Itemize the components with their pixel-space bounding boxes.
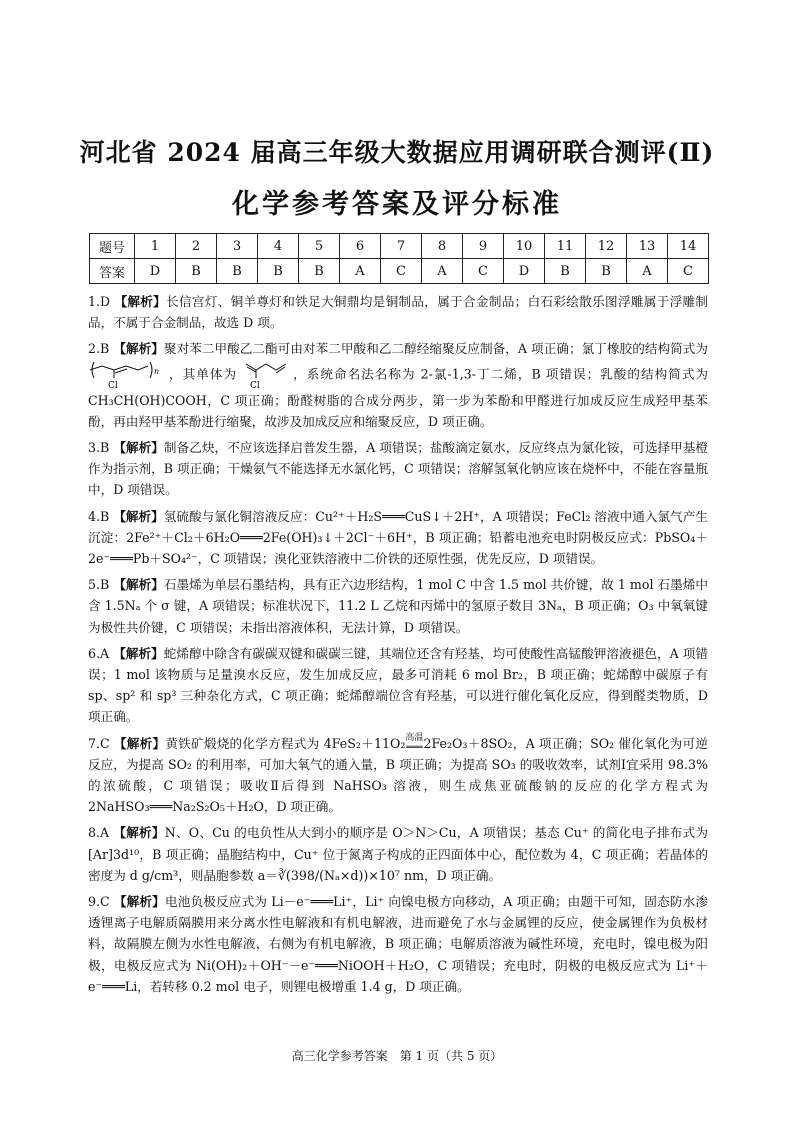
question-number: 14 (668, 234, 709, 259)
analysis-tag: 【解析】 (113, 825, 165, 841)
solution-item (88, 437, 708, 501)
analysis-tag: 【解析】 (114, 294, 167, 309)
solution-item (88, 291, 708, 333)
question-number: 2 (176, 234, 217, 259)
question-number: 8 (422, 234, 463, 259)
answer-cell: A (340, 259, 381, 284)
question-number: 5 (299, 234, 340, 259)
solution-item (88, 338, 708, 432)
solution-text: 长信宫灯、铜羊尊灯和铁足大铜鼎均是铜制品，属于合金制品；白石彩绘散乐图浮雕属于浮雕制品，不属于合金制品，故选 D 项。 (88, 294, 708, 331)
solution-text: 电池负极反应式为 Li－e⁻═══Li⁺，Li⁺ 向镍电极方向移动，A 项正确；由题干可知，固态防水渗透锂离子电解质隔膜用来分离水性电解液和有机电解液，进而避免了水与金属锂的反应，使金属锂作为负极材料，故隔膜左侧为水性电解液，右侧为有机电解液，B 项正确；电解质溶液为碱性环境，充电时，镍电极为阳极，电极反应式为 Ni(OH)₂＋OH⁻－e⁻═══NiOOH＋H₂O，C 项错误；充电时，阴极的电极反应式为 Li⁺＋e⁻═══Li，若转移 0.2 mol 电子，则锂电极增重 1.4 g，D 项正确。 (88, 894, 708, 994)
solution-number: 1.D (88, 294, 111, 309)
solution-number: 3.B (88, 440, 110, 456)
analysis-tag: 【解析】 (113, 577, 164, 593)
analysis-tag: 【解析】 (113, 735, 166, 751)
answer-table-answer-row (90, 259, 709, 284)
question-number: 7 (381, 234, 422, 259)
analysis-tag: 【解析】 (113, 645, 164, 661)
solution-text: ，其单体为 (169, 366, 238, 382)
chlorine-label: Cl (250, 380, 260, 390)
question-number: 1 (135, 234, 176, 259)
solution-number: 5.B (88, 577, 110, 593)
answer-cell: B (258, 259, 299, 284)
answer-cell: A (627, 259, 668, 284)
answer-cell: C (668, 259, 709, 284)
solution-item (88, 822, 708, 886)
question-number: 11 (545, 234, 586, 259)
solution-item (88, 506, 708, 570)
chlorine-label: Cl (108, 380, 118, 390)
answer-cell: A (422, 259, 463, 284)
solution-number: 7.C (88, 735, 110, 751)
solution-text: 聚对苯二甲酸乙二酯可由对苯二甲酸和乙二醇经缩聚反应制备，A 项正确；氯丁橡胶的结构简式为 (163, 341, 708, 357)
answer-cell: D (504, 259, 545, 284)
solution-text: 黄铁矿煅烧的化学方程式为 4FeS₂＋11O₂ (165, 735, 406, 751)
answer-cell: B (545, 259, 586, 284)
solution-text: N、O、Cu 的电负性从大到小的顺序是 O＞N＞Cu，A 项错误；基态 Cu⁺ 的简化电子排布式为 [Ar]3d¹⁰，B 项正确；晶胞结构中，Cu⁺ 位于氮离子构成的正四面体中心，配位数为 4，C 项正确；若晶体的密度为 d g/cm³，则晶胞参数 a＝ (88, 825, 709, 883)
question-number: 9 (463, 234, 504, 259)
answer-cell: B (176, 259, 217, 284)
solution-text: 制备乙炔，不应该选择启普发生器，A 项错误；盐酸滴定氨水，反应终点为氯化铵，可选择甲基橙作为指示剂，B 项正确；干燥氨气不能选择无水氯化钙，C 项错误；溶解氢氧化钠应该在烧杯中，不能在容量瓶中，D 项错误。 (88, 440, 708, 498)
analysis-tag: 【解析】 (113, 341, 164, 357)
analysis-tag: 【解析】 (113, 508, 164, 524)
reaction-condition-label: 高温 (405, 732, 424, 743)
chloroprene-polymer-structure (88, 360, 164, 390)
page-footer: 高三化学参考答案 第 1 页（共 5 页） (291, 1049, 503, 1063)
answer-cell: B (586, 259, 627, 284)
question-number-header: 题号 (90, 234, 135, 259)
answer-table-number-row (90, 234, 709, 259)
solution-number: 8.A (88, 825, 110, 841)
question-number: 4 (258, 234, 299, 259)
answer-cell: C (381, 259, 422, 284)
question-number: 3 (217, 234, 258, 259)
solution-text: 2Fe₂O₃＋8SO₂，A 项正确；SO₂ 催化氧化为可逆反应，为提高 SO₂ 的利用率，可加大氧气的通入量，B 项正确；为提高 SO₃ 的吸收效率，试剂Ⅰ宜采用 98.3% 的浓硫酸，C 项错误；吸收Ⅱ后得到 NaHSO₃ 溶液，则生成焦亚硫酸钠的反应的化学方程式为 2NaHSO₃═══Na₂S₂O₅＋H₂O，D 项正确。 (88, 735, 708, 815)
solution-item (88, 574, 708, 638)
question-number: 12 (586, 234, 627, 259)
solution-text: 蛇烯醇中除含有碳碳双键和碳碳三键，其端位还含有羟基，均可使酸性高锰酸钾溶液褪色，A 项错误；1 mol 该物质与足量溴水反应，发生加成反应，最多可消耗 6 mol Br₂，B 项正确；蛇烯醇中碳原子有 sp、sp² 和 sp³ 三种杂化方式，C 项正确；蛇烯醇端位含有羟基，可以进行催化氧化反应，得到醛类物质，D 项正确。 (88, 645, 708, 725)
solution-number: 4.B (88, 508, 110, 524)
analysis-tag: 【解析】 (113, 440, 164, 456)
chloroprene-monomer-structure (242, 360, 288, 390)
solutions-body (88, 291, 708, 1002)
solution-item (88, 891, 708, 997)
solution-text: 氢硫酸与氯化铜溶液反应：Cu²⁺＋H₂S═══CuS↓＋2H⁺，A 项错误；FeCl₂ 溶液中通入氯气产生沉淀：2Fe²⁺＋Cl₂＋6H₂O═══2Fe(OH)₃↓＋2Cl⁻＋6H⁺，B 项正确；铅蓄电池充电时阴极反应式：PbSO₄＋2e⁻═══Pb＋SO₄²⁻，C 项错误；溴化亚铁溶液中二价铁的还原性强，优先反应，D 项错误。 (88, 508, 708, 567)
solution-text: ，系统命名法名称为 2-氯-1,3-丁二烯，B 项错误；乳酸的结构简式为 CH₃CH(OH)COOH，C 项正确；酚醛树脂的合成分两步，第一步为苯酚和甲醛进行加成反应生成羟甲基苯酚，再由羟甲基苯酚进行缩聚，故涉及加成反应和缩聚反应，D 项正确。 (88, 366, 709, 429)
question-number: 13 (627, 234, 668, 259)
question-number: 10 (504, 234, 545, 259)
document-title: 河北省 2024 届高三年级大数据应用调研联合测评(Ⅱ) (79, 138, 715, 167)
answer-table (89, 233, 709, 284)
answer-cell: C (463, 259, 504, 284)
document-subtitle: 化学参考答案及评分标准 (232, 189, 562, 220)
solution-number: 2.B (88, 341, 110, 357)
reaction-condition: 高温 ═══ (405, 732, 424, 753)
answer-header: 答案 (90, 259, 135, 284)
question-number: 6 (340, 234, 381, 259)
solution-item (88, 643, 708, 728)
solution-number: 9.C (88, 894, 110, 910)
solution-text: 石墨烯为单层石墨结构，具有正六边形结构，1 mol C 中含 1.5 mol 共价键，故 1 mol 石墨烯中含 1.5Nₐ 个 σ 键，A 项错误；标准状况下，11.2 L 乙烷和丙烯中的氢原子数目 3Nₐ，B 项正确；O₃ 中氧氧键为极性共价键，C 项错误；未指出溶液体积，无法计算，D 项错误。 (88, 577, 708, 635)
answer-cell: B (217, 259, 258, 284)
analysis-tag: 【解析】 (113, 894, 165, 910)
solution-text: nm，D 项正确。 (399, 867, 502, 883)
answer-cell: B (299, 259, 340, 284)
solution-item (88, 733, 708, 818)
repeat-n-label: n (154, 366, 160, 376)
answer-cell: D (135, 259, 176, 284)
lattice-formula: ∛(398/(Nₐ×d))×10⁷ (277, 867, 400, 883)
solution-number: 6.A (88, 645, 110, 661)
